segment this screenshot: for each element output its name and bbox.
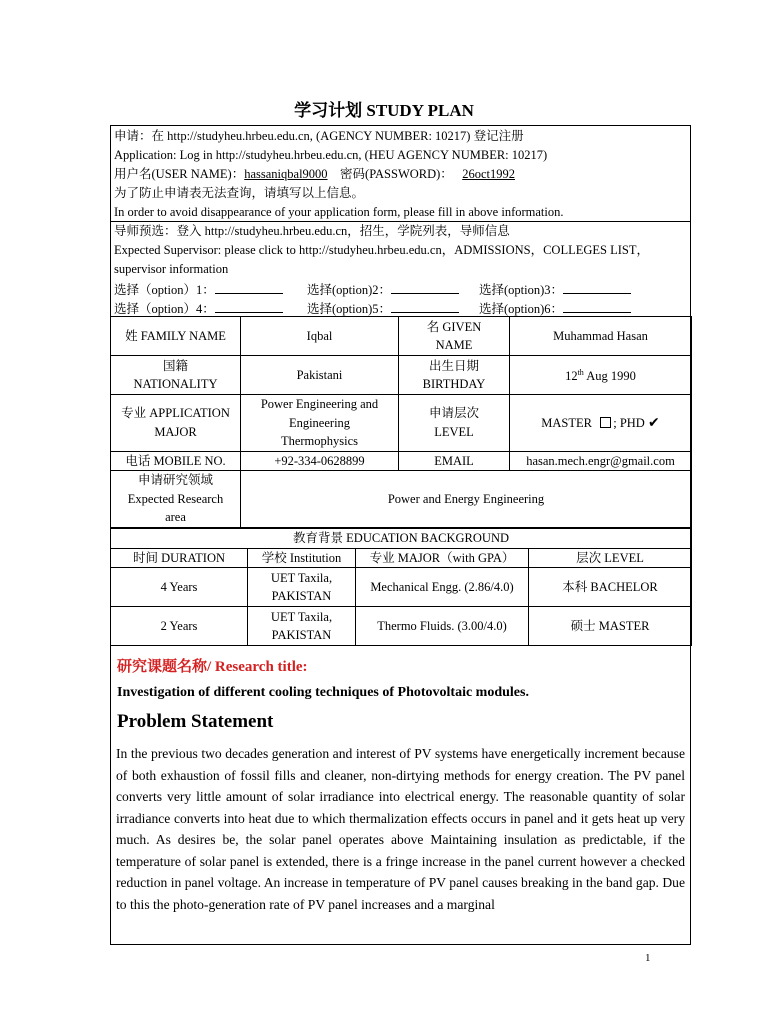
research-title-heading: 研究课题名称/ Research title: [117,659,308,675]
duration-cell[interactable]: 4 Years [111,568,248,607]
username-label: 用户名(USER NAME)： [114,167,245,181]
table-row [111,568,692,607]
option-3-label: 选择(option)3： [479,283,564,297]
option-3-field[interactable] [563,281,631,294]
email-value[interactable]: hasan.mech.engr@gmail.com [510,451,692,471]
major-cell[interactable]: Mechanical Engg. (2.86/4.0) [356,568,529,607]
mobile-value[interactable]: +92-334-0628899 [241,451,399,471]
education-table [110,528,692,646]
supervisor-section [114,222,689,279]
master-checkbox[interactable] [600,417,611,428]
option-6-field[interactable] [563,300,631,313]
institution-cell[interactable]: UET Taxila, PAKISTAN [248,568,356,607]
level-value[interactable]: MASTER ; PHD ✔ [510,395,692,452]
header-major: 专业 MAJOR（with GPA） [356,548,529,568]
major-value[interactable]: Power Engineering and Engineering Thermophysics [241,395,399,452]
table-row [111,607,692,646]
application-line-2: Application: Log in http://studyheu.hrbeu.edu.cn, (HEU AGENCY NUMBER: 10217) [114,148,548,162]
institution-cell[interactable]: UET Taxila, PAKISTAN [248,607,356,646]
level-label: 申请层次 LEVEL [399,395,510,452]
research-area-value[interactable]: Power and Energy Engineering [241,471,692,528]
option-4-label: 选择（option）4： [114,302,215,316]
username-value[interactable]: hassaniqbal9000 [244,167,328,181]
level-cell[interactable]: 硕士 MASTER [529,607,692,646]
nationality-label: 国籍 NATIONALITY [111,356,241,395]
birthday-label: 出生日期 BIRTHDAY [399,356,510,395]
supervisor-line-1: 导师预选：登入 http://studyheu.hrbeu.edu.cn，招生，学院列表，导师信息 [114,224,510,238]
duration-cell[interactable]: 2 Years [111,607,248,646]
option-5-field[interactable] [391,300,459,313]
header-duration: 时间 DURATION [111,548,248,568]
level-cell[interactable]: 本科 BACHELOR [529,568,692,607]
checkmark-icon: ✔ [647,414,660,431]
given-name-label: 名 GIVEN NAME [399,317,510,356]
education-heading: 教育背景 EDUCATION BACKGROUND [111,529,692,549]
family-name-label: 姓 FAMILY NAME [111,317,241,356]
header-institution: 学校 Institution [248,548,356,568]
personal-info-table [110,316,692,528]
option-1-label: 选择（option）1： [114,283,215,297]
credentials-line [114,165,689,184]
supervisor-line-3: supervisor information [114,262,229,276]
nationality-value[interactable]: Pakistani [241,356,399,395]
mobile-label: 电话 MOBILE NO. [111,451,241,471]
birthday-value[interactable]: 12th Aug 1990 [510,356,692,395]
option-1-field[interactable] [215,281,283,294]
option-5-label: 选择(option)5： [307,302,392,316]
application-line-1: 申请：在 http://studyheu.hrbeu.edu.cn, (AGENCY NUMBER: 10217) 登记注册 [114,129,524,143]
application-line-5: In order to avoid disappearance of your application form, please fill in above information. [114,205,564,219]
problem-statement-body: In the previous two decades generation and interest of PV systems have energetically increment because of both exhaustion of fossil fills and cleaner, non-dirtying methods for energy creation. The PV panel converts very little amount of solar irradiance into electrical energy. The reasonable quantity of solar irradiance converts into heat due to which thermalization effects occurs in panel and it gets heat up very much. As desires be, the solar panel operates above Maintaining insulation as predictable, if the temperature of solar panel is extended, there is a fringe increase in the panel current however a checked reduction in panel voltage. An increase in temperature of PV panel causes breaking in the band gap. Due to this the photo-generation rate of PV panel increases and a marginal [116,746,685,912]
application-line-4: 为了防止申请表无法查询，请填写以上信息。 [114,186,365,200]
option-4-field[interactable] [215,300,283,313]
given-name-value[interactable]: Muhammad Hasan [510,317,692,356]
password-label: 密码(PASSWORD)： [340,167,453,181]
major-cell[interactable]: Thermo Fluids. (3.00/4.0) [356,607,529,646]
option-2-label: 选择(option)2： [307,283,392,297]
email-label: EMAIL [399,451,510,471]
application-section [114,127,689,222]
option-6-label: 选择(option)6： [479,302,564,316]
research-title-text: Investigation of different cooling techniques of Photovoltaic modules. [117,685,529,700]
family-name-value[interactable]: Iqbal [241,317,399,356]
research-area-label: 申请研究领域 Expected Research area [111,471,241,528]
header-level: 层次 LEVEL [529,548,692,568]
option-2-field[interactable] [391,281,459,294]
problem-statement-heading: Problem Statement [117,711,274,732]
password-value[interactable]: 26oct1992 [462,167,515,181]
major-label: 专业 APPLICATION MAJOR [111,395,241,452]
supervisor-line-2: Expected Supervisor: please click to http://studyheu.hrbeu.edu.cn，ADMISSIONS，COLLEGES LIST， [114,243,649,257]
page-number: 1 [645,952,651,964]
page-title: 学习计划 STUDY PLAN [294,101,474,120]
